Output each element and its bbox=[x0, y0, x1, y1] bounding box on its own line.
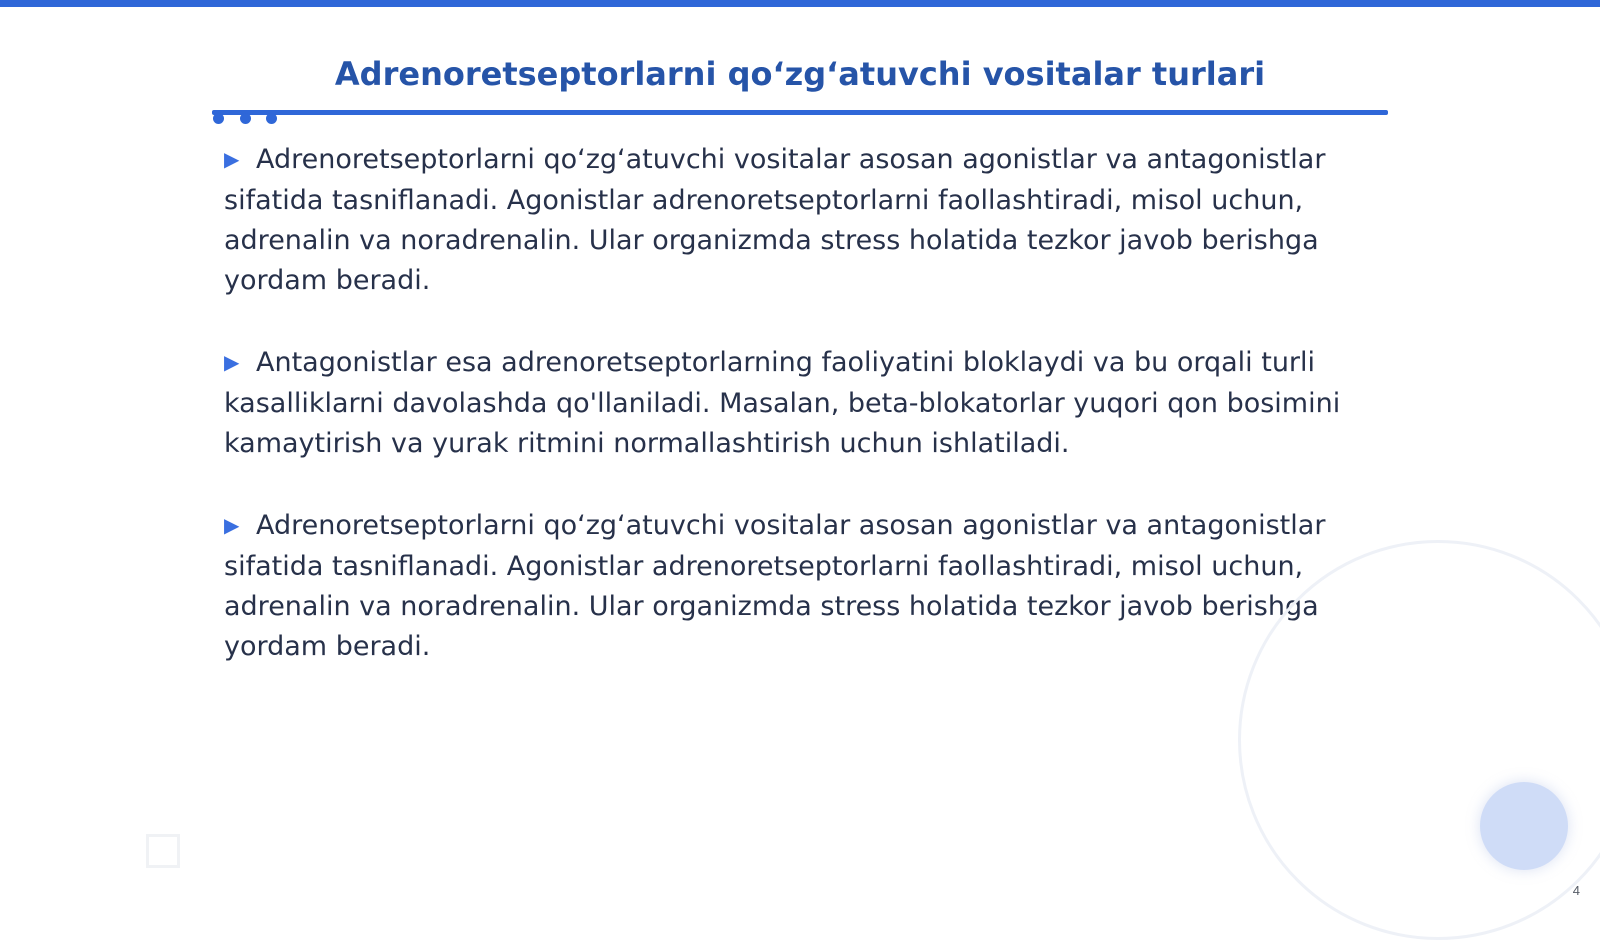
triangle-right-icon: ▶ bbox=[224, 350, 240, 374]
bullet-item bbox=[224, 343, 1354, 464]
triangle-right-icon: ▶ bbox=[224, 513, 240, 537]
bullet-item bbox=[224, 140, 1354, 301]
decorative-circle bbox=[1480, 782, 1568, 870]
decorative-dot bbox=[213, 113, 224, 124]
decorative-dot bbox=[266, 113, 277, 124]
decorative-square bbox=[146, 834, 180, 868]
bullet-text: Adrenoretseptorlarni qo‘zg‘atuvchi vositalar asosan agonistlar va antagonistlar sifatida tasniflanadi. Agonistlar adrenoretseptorlarni faollashtiradi, misol uchun, adrenalin va noradrenalin. Ular organizmda stress holatida tezkor javob berishga yordam beradi. bbox=[224, 144, 1326, 296]
bullet-text: Antagonistlar esa adrenoretseptorlarning faoliyatini bloklaydi va bu orqali turli kasalliklarni davolashda qo'llaniladi. Masalan, beta-blokatorlar yuqori qon bosimini kamaytirish va yurak ritmini normallashtirish uchun ishlatiladi. bbox=[224, 347, 1341, 459]
bullet-item bbox=[224, 506, 1354, 667]
bullet-text: Adrenoretseptorlarni qo‘zg‘atuvchi vositalar asosan agonistlar va antagonistlar sifatida tasniflanadi. Agonistlar adrenoretseptorlarni faollashtiradi, misol uchun, adrenalin va noradrenalin. Ular organizmda stress holatida tezkor javob berishga yordam beradi. bbox=[224, 510, 1326, 662]
top-accent-bar bbox=[0, 0, 1600, 7]
bullet-list bbox=[224, 140, 1354, 709]
triangle-right-icon: ▶ bbox=[224, 147, 240, 171]
slide-title: Adrenoretseptorlarni qo‘zg‘atuvchi vositalar turlari bbox=[334, 55, 1266, 93]
title-underline bbox=[212, 110, 1388, 115]
decorative-dot bbox=[240, 113, 251, 124]
page-number: 4 bbox=[1572, 883, 1580, 898]
